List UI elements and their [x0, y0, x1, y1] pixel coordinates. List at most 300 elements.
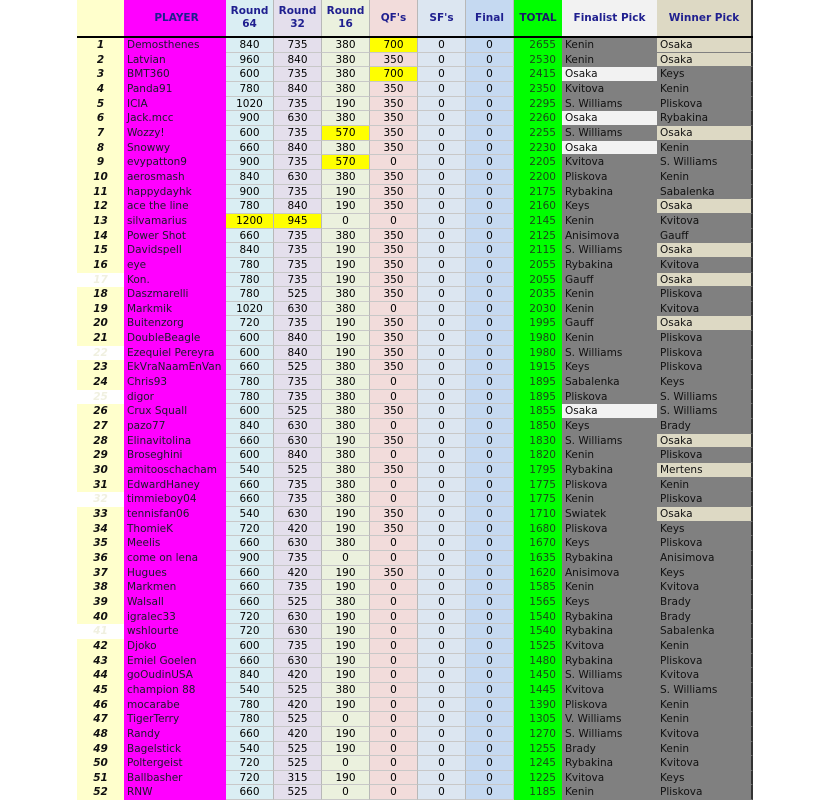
final-cell[interactable]: 0 — [466, 97, 514, 112]
winner-pick-cell[interactable]: Pliskova — [657, 536, 753, 551]
total-cell[interactable]: 2055 — [514, 273, 562, 288]
round-16-cell[interactable]: 0 — [322, 785, 370, 800]
round-64-cell[interactable]: 900 — [226, 551, 274, 566]
semifinals-cell[interactable]: 0 — [418, 536, 466, 551]
round-32-cell[interactable]: 735 — [274, 258, 322, 273]
round-16-cell[interactable]: 190 — [322, 97, 370, 112]
round-64-cell[interactable]: 720 — [226, 756, 274, 771]
quarterfinals-cell[interactable]: 350 — [370, 53, 418, 68]
rank-cell[interactable]: 2 — [77, 53, 124, 68]
header-player[interactable]: PLAYER — [124, 0, 226, 36]
player-name-cell[interactable]: come on lena — [124, 551, 226, 566]
total-cell[interactable]: 1525 — [514, 639, 562, 654]
semifinals-cell[interactable]: 0 — [418, 771, 466, 786]
semifinals-cell[interactable]: 0 — [418, 683, 466, 698]
round-16-cell[interactable]: 190 — [322, 668, 370, 683]
finalist-pick-cell[interactable]: Keys — [562, 595, 657, 610]
quarterfinals-cell[interactable]: 0 — [370, 771, 418, 786]
round-16-cell[interactable]: 380 — [322, 390, 370, 405]
semifinals-cell[interactable]: 0 — [418, 243, 466, 258]
winner-pick-cell[interactable]: Kenin — [657, 742, 753, 757]
rank-cell[interactable]: 25 — [77, 390, 124, 405]
player-name-cell[interactable]: Walsall — [124, 595, 226, 610]
semifinals-cell[interactable]: 0 — [418, 654, 466, 669]
round-64-cell[interactable]: 660 — [226, 492, 274, 507]
round-32-cell[interactable]: 735 — [274, 243, 322, 258]
round-64-cell[interactable]: 600 — [226, 639, 274, 654]
round-16-cell[interactable]: 190 — [322, 434, 370, 449]
total-cell[interactable]: 1980 — [514, 331, 562, 346]
finalist-pick-cell[interactable]: Kenin — [562, 580, 657, 595]
finalist-pick-cell[interactable]: Kenin — [562, 214, 657, 229]
round-16-cell[interactable]: 190 — [322, 698, 370, 713]
header-round-32[interactable]: Round 32 — [274, 0, 322, 36]
quarterfinals-cell[interactable]: 350 — [370, 199, 418, 214]
header-rank[interactable] — [77, 0, 124, 36]
final-cell[interactable]: 0 — [466, 126, 514, 141]
finalist-pick-cell[interactable]: Anisimova — [562, 566, 657, 581]
final-cell[interactable]: 0 — [466, 316, 514, 331]
final-cell[interactable]: 0 — [466, 38, 514, 53]
semifinals-cell[interactable]: 0 — [418, 185, 466, 200]
player-name-cell[interactable]: wshlourte — [124, 624, 226, 639]
player-name-cell[interactable]: Elinavitolina — [124, 434, 226, 449]
rank-cell[interactable]: 24 — [77, 375, 124, 390]
round-16-cell[interactable]: 570 — [322, 155, 370, 170]
final-cell[interactable]: 0 — [466, 624, 514, 639]
final-cell[interactable]: 0 — [466, 698, 514, 713]
finalist-pick-cell[interactable]: S. Williams — [562, 434, 657, 449]
semifinals-cell[interactable]: 0 — [418, 155, 466, 170]
rank-cell[interactable]: 4 — [77, 82, 124, 97]
rank-cell[interactable]: 13 — [77, 214, 124, 229]
player-name-cell[interactable]: Latvian — [124, 53, 226, 68]
final-cell[interactable]: 0 — [466, 668, 514, 683]
round-32-cell[interactable]: 735 — [274, 185, 322, 200]
round-16-cell[interactable]: 190 — [322, 273, 370, 288]
total-cell[interactable]: 1915 — [514, 360, 562, 375]
quarterfinals-cell[interactable]: 0 — [370, 683, 418, 698]
total-cell[interactable]: 2255 — [514, 126, 562, 141]
final-cell[interactable]: 0 — [466, 346, 514, 361]
round-32-cell[interactable]: 525 — [274, 785, 322, 800]
winner-pick-cell[interactable]: Osaka — [657, 126, 753, 141]
finalist-pick-cell[interactable]: Sabalenka — [562, 375, 657, 390]
round-64-cell[interactable]: 840 — [226, 38, 274, 53]
quarterfinals-cell[interactable]: 0 — [370, 668, 418, 683]
winner-pick-cell[interactable]: Osaka — [657, 243, 753, 258]
round-16-cell[interactable]: 380 — [322, 478, 370, 493]
round-64-cell[interactable]: 540 — [226, 507, 274, 522]
round-16-cell[interactable]: 380 — [322, 111, 370, 126]
round-16-cell[interactable]: 570 — [322, 126, 370, 141]
total-cell[interactable]: 2160 — [514, 199, 562, 214]
finalist-pick-cell[interactable]: S. Williams — [562, 243, 657, 258]
rank-cell[interactable]: 37 — [77, 566, 124, 581]
round-64-cell[interactable]: 600 — [226, 67, 274, 82]
rank-cell[interactable]: 49 — [77, 742, 124, 757]
rank-cell[interactable]: 5 — [77, 97, 124, 112]
round-16-cell[interactable]: 190 — [322, 243, 370, 258]
total-cell[interactable]: 1820 — [514, 448, 562, 463]
round-32-cell[interactable]: 420 — [274, 727, 322, 742]
player-name-cell[interactable]: Davidspell — [124, 243, 226, 258]
final-cell[interactable]: 0 — [466, 273, 514, 288]
round-16-cell[interactable]: 0 — [322, 214, 370, 229]
finalist-pick-cell[interactable]: Kvitova — [562, 155, 657, 170]
round-64-cell[interactable]: 780 — [226, 698, 274, 713]
quarterfinals-cell[interactable]: 350 — [370, 346, 418, 361]
finalist-pick-cell[interactable]: Kenin — [562, 38, 657, 53]
final-cell[interactable]: 0 — [466, 375, 514, 390]
quarterfinals-cell[interactable]: 350 — [370, 522, 418, 537]
rank-cell[interactable]: 39 — [77, 595, 124, 610]
round-64-cell[interactable]: 720 — [226, 316, 274, 331]
finalist-pick-cell[interactable]: Pliskova — [562, 698, 657, 713]
quarterfinals-cell[interactable]: 0 — [370, 742, 418, 757]
player-name-cell[interactable]: mocarabe — [124, 698, 226, 713]
total-cell[interactable]: 1670 — [514, 536, 562, 551]
round-16-cell[interactable]: 190 — [322, 185, 370, 200]
rank-cell[interactable]: 3 — [77, 67, 124, 82]
finalist-pick-cell[interactable]: S. Williams — [562, 126, 657, 141]
finalist-pick-cell[interactable]: Pliskova — [562, 478, 657, 493]
round-16-cell[interactable]: 190 — [322, 316, 370, 331]
player-name-cell[interactable]: Markmik — [124, 302, 226, 317]
winner-pick-cell[interactable]: Kvitova — [657, 258, 753, 273]
round-64-cell[interactable]: 780 — [226, 273, 274, 288]
round-16-cell[interactable]: 190 — [322, 624, 370, 639]
finalist-pick-cell[interactable]: Kvitova — [562, 771, 657, 786]
winner-pick-cell[interactable]: Pliskova — [657, 360, 753, 375]
round-16-cell[interactable]: 380 — [322, 404, 370, 419]
round-64-cell[interactable]: 660 — [226, 727, 274, 742]
semifinals-cell[interactable]: 0 — [418, 580, 466, 595]
rank-cell[interactable]: 16 — [77, 258, 124, 273]
quarterfinals-cell[interactable]: 0 — [370, 756, 418, 771]
quarterfinals-cell[interactable]: 0 — [370, 390, 418, 405]
finalist-pick-cell[interactable]: Kenin — [562, 53, 657, 68]
round-32-cell[interactable]: 735 — [274, 639, 322, 654]
final-cell[interactable]: 0 — [466, 214, 514, 229]
player-name-cell[interactable]: Panda91 — [124, 82, 226, 97]
semifinals-cell[interactable]: 0 — [418, 478, 466, 493]
finalist-pick-cell[interactable]: Rybakina — [562, 756, 657, 771]
player-name-cell[interactable]: Ezequiel Pereyra — [124, 346, 226, 361]
round-16-cell[interactable]: 190 — [322, 346, 370, 361]
semifinals-cell[interactable]: 0 — [418, 214, 466, 229]
winner-pick-cell[interactable]: Pliskova — [657, 654, 753, 669]
final-cell[interactable]: 0 — [466, 580, 514, 595]
semifinals-cell[interactable]: 0 — [418, 53, 466, 68]
final-cell[interactable]: 0 — [466, 302, 514, 317]
final-cell[interactable]: 0 — [466, 155, 514, 170]
quarterfinals-cell[interactable]: 0 — [370, 375, 418, 390]
winner-pick-cell[interactable]: Keys — [657, 522, 753, 537]
total-cell[interactable]: 1775 — [514, 478, 562, 493]
player-name-cell[interactable]: RNW — [124, 785, 226, 800]
winner-pick-cell[interactable]: S. Williams — [657, 155, 753, 170]
winner-pick-cell[interactable]: Pliskova — [657, 97, 753, 112]
total-cell[interactable]: 1390 — [514, 698, 562, 713]
rank-cell[interactable]: 26 — [77, 404, 124, 419]
round-64-cell[interactable]: 600 — [226, 126, 274, 141]
winner-pick-cell[interactable]: Keys — [657, 67, 753, 82]
round-16-cell[interactable]: 380 — [322, 448, 370, 463]
round-32-cell[interactable]: 735 — [274, 390, 322, 405]
round-64-cell[interactable]: 960 — [226, 53, 274, 68]
round-16-cell[interactable]: 190 — [322, 727, 370, 742]
winner-pick-cell[interactable]: Anisimova — [657, 551, 753, 566]
finalist-pick-cell[interactable]: Keys — [562, 536, 657, 551]
round-32-cell[interactable]: 735 — [274, 492, 322, 507]
finalist-pick-cell[interactable]: Gauff — [562, 316, 657, 331]
round-16-cell[interactable]: 190 — [322, 507, 370, 522]
winner-pick-cell[interactable]: Kvitova — [657, 302, 753, 317]
round-32-cell[interactable]: 840 — [274, 331, 322, 346]
final-cell[interactable]: 0 — [466, 229, 514, 244]
rank-cell[interactable]: 42 — [77, 639, 124, 654]
rank-cell[interactable]: 34 — [77, 522, 124, 537]
semifinals-cell[interactable]: 0 — [418, 316, 466, 331]
winner-pick-cell[interactable]: Keys — [657, 566, 753, 581]
player-name-cell[interactable]: Markmen — [124, 580, 226, 595]
player-name-cell[interactable]: Emiel Goelen — [124, 654, 226, 669]
round-32-cell[interactable]: 630 — [274, 302, 322, 317]
quarterfinals-cell[interactable]: 0 — [370, 448, 418, 463]
quarterfinals-cell[interactable]: 0 — [370, 155, 418, 170]
winner-pick-cell[interactable]: Kvitova — [657, 668, 753, 683]
final-cell[interactable]: 0 — [466, 566, 514, 581]
round-16-cell[interactable]: 380 — [322, 141, 370, 156]
round-64-cell[interactable]: 900 — [226, 155, 274, 170]
finalist-pick-cell[interactable]: Kvitova — [562, 683, 657, 698]
round-16-cell[interactable]: 190 — [322, 639, 370, 654]
round-64-cell[interactable]: 600 — [226, 331, 274, 346]
total-cell[interactable]: 2145 — [514, 214, 562, 229]
total-cell[interactable]: 2055 — [514, 258, 562, 273]
total-cell[interactable]: 2115 — [514, 243, 562, 258]
rank-cell[interactable]: 43 — [77, 654, 124, 669]
round-16-cell[interactable]: 190 — [322, 199, 370, 214]
finalist-pick-cell[interactable]: Kvitova — [562, 82, 657, 97]
rank-cell[interactable]: 40 — [77, 610, 124, 625]
quarterfinals-cell[interactable]: 350 — [370, 507, 418, 522]
finalist-pick-cell[interactable]: Rybakina — [562, 624, 657, 639]
quarterfinals-cell[interactable]: 0 — [370, 654, 418, 669]
round-64-cell[interactable]: 780 — [226, 375, 274, 390]
round-32-cell[interactable]: 630 — [274, 624, 322, 639]
round-16-cell[interactable]: 190 — [322, 742, 370, 757]
semifinals-cell[interactable]: 0 — [418, 624, 466, 639]
winner-pick-cell[interactable]: Kvitova — [657, 727, 753, 742]
round-32-cell[interactable]: 735 — [274, 316, 322, 331]
round-32-cell[interactable]: 735 — [274, 155, 322, 170]
round-16-cell[interactable]: 380 — [322, 683, 370, 698]
rank-cell[interactable]: 51 — [77, 771, 124, 786]
round-64-cell[interactable]: 780 — [226, 390, 274, 405]
rank-cell[interactable]: 50 — [77, 756, 124, 771]
total-cell[interactable]: 1980 — [514, 346, 562, 361]
rank-cell[interactable]: 11 — [77, 185, 124, 200]
final-cell[interactable]: 0 — [466, 404, 514, 419]
semifinals-cell[interactable]: 0 — [418, 111, 466, 126]
finalist-pick-cell[interactable]: Brady — [562, 742, 657, 757]
total-cell[interactable]: 1895 — [514, 375, 562, 390]
quarterfinals-cell[interactable]: 350 — [370, 434, 418, 449]
player-name-cell[interactable]: Daszmarelli — [124, 287, 226, 302]
player-name-cell[interactable]: champion 88 — [124, 683, 226, 698]
final-cell[interactable]: 0 — [466, 360, 514, 375]
semifinals-cell[interactable]: 0 — [418, 712, 466, 727]
round-64-cell[interactable]: 720 — [226, 624, 274, 639]
final-cell[interactable]: 0 — [466, 771, 514, 786]
round-64-cell[interactable]: 780 — [226, 82, 274, 97]
round-32-cell[interactable]: 840 — [274, 346, 322, 361]
header-total[interactable]: TOTAL — [514, 0, 562, 36]
final-cell[interactable]: 0 — [466, 390, 514, 405]
total-cell[interactable]: 1480 — [514, 654, 562, 669]
round-32-cell[interactable]: 420 — [274, 698, 322, 713]
round-64-cell[interactable]: 780 — [226, 287, 274, 302]
semifinals-cell[interactable]: 0 — [418, 229, 466, 244]
total-cell[interactable]: 1185 — [514, 785, 562, 800]
winner-pick-cell[interactable]: Sabalenka — [657, 185, 753, 200]
header-round-16[interactable]: Round 16 — [322, 0, 370, 36]
round-64-cell[interactable]: 660 — [226, 229, 274, 244]
winner-pick-cell[interactable]: Osaka — [657, 199, 753, 214]
winner-pick-cell[interactable]: Keys — [657, 375, 753, 390]
final-cell[interactable]: 0 — [466, 463, 514, 478]
round-32-cell[interactable]: 630 — [274, 111, 322, 126]
final-cell[interactable]: 0 — [466, 67, 514, 82]
round-64-cell[interactable]: 1200 — [226, 214, 274, 229]
final-cell[interactable]: 0 — [466, 258, 514, 273]
total-cell[interactable]: 1830 — [514, 434, 562, 449]
player-name-cell[interactable]: Kon. — [124, 273, 226, 288]
player-name-cell[interactable]: Meelis — [124, 536, 226, 551]
round-64-cell[interactable]: 660 — [226, 141, 274, 156]
rank-cell[interactable]: 8 — [77, 141, 124, 156]
winner-pick-cell[interactable]: Mertens — [657, 463, 753, 478]
round-64-cell[interactable]: 840 — [226, 243, 274, 258]
round-64-cell[interactable]: 720 — [226, 771, 274, 786]
semifinals-cell[interactable]: 0 — [418, 67, 466, 82]
rank-cell[interactable]: 35 — [77, 536, 124, 551]
winner-pick-cell[interactable]: Kenin — [657, 82, 753, 97]
round-64-cell[interactable]: 660 — [226, 785, 274, 800]
final-cell[interactable]: 0 — [466, 610, 514, 625]
round-16-cell[interactable]: 380 — [322, 360, 370, 375]
rank-cell[interactable]: 47 — [77, 712, 124, 727]
finalist-pick-cell[interactable]: Kenin — [562, 331, 657, 346]
player-name-cell[interactable]: goOudinUSA — [124, 668, 226, 683]
total-cell[interactable]: 1540 — [514, 624, 562, 639]
final-cell[interactable]: 0 — [466, 551, 514, 566]
round-16-cell[interactable]: 190 — [322, 258, 370, 273]
total-cell[interactable]: 1245 — [514, 756, 562, 771]
round-32-cell[interactable]: 525 — [274, 756, 322, 771]
final-cell[interactable]: 0 — [466, 507, 514, 522]
round-32-cell[interactable]: 735 — [274, 67, 322, 82]
player-name-cell[interactable]: Jack.mcc — [124, 111, 226, 126]
final-cell[interactable]: 0 — [466, 492, 514, 507]
round-32-cell[interactable]: 630 — [274, 170, 322, 185]
quarterfinals-cell[interactable]: 0 — [370, 639, 418, 654]
round-32-cell[interactable]: 840 — [274, 141, 322, 156]
round-64-cell[interactable]: 840 — [226, 170, 274, 185]
rank-cell[interactable]: 1 — [77, 38, 124, 53]
quarterfinals-cell[interactable]: 0 — [370, 785, 418, 800]
finalist-pick-cell[interactable]: Swiatek — [562, 507, 657, 522]
finalist-pick-cell[interactable]: Rybakina — [562, 610, 657, 625]
quarterfinals-cell[interactable]: 350 — [370, 170, 418, 185]
header-final[interactable]: Final — [466, 0, 514, 36]
total-cell[interactable]: 1565 — [514, 595, 562, 610]
round-64-cell[interactable]: 780 — [226, 199, 274, 214]
final-cell[interactable]: 0 — [466, 478, 514, 493]
quarterfinals-cell[interactable]: 350 — [370, 185, 418, 200]
round-64-cell[interactable]: 1020 — [226, 97, 274, 112]
rank-cell[interactable]: 12 — [77, 199, 124, 214]
player-name-cell[interactable]: BMT360 — [124, 67, 226, 82]
round-32-cell[interactable]: 525 — [274, 287, 322, 302]
finalist-pick-cell[interactable]: Rybakina — [562, 551, 657, 566]
player-name-cell[interactable]: Djoko — [124, 639, 226, 654]
round-16-cell[interactable]: 190 — [322, 566, 370, 581]
total-cell[interactable]: 1795 — [514, 463, 562, 478]
round-16-cell[interactable]: 380 — [322, 463, 370, 478]
quarterfinals-cell[interactable]: 0 — [370, 595, 418, 610]
player-name-cell[interactable]: DoubleBeagle — [124, 331, 226, 346]
quarterfinals-cell[interactable]: 350 — [370, 126, 418, 141]
rank-cell[interactable]: 17 — [77, 273, 124, 288]
winner-pick-cell[interactable]: Osaka — [657, 53, 753, 68]
rank-cell[interactable]: 9 — [77, 155, 124, 170]
total-cell[interactable]: 1225 — [514, 771, 562, 786]
round-32-cell[interactable]: 420 — [274, 566, 322, 581]
header-round-64[interactable]: Round 64 — [226, 0, 274, 36]
winner-pick-cell[interactable]: Pliskova — [657, 785, 753, 800]
round-32-cell[interactable]: 735 — [274, 97, 322, 112]
semifinals-cell[interactable]: 0 — [418, 199, 466, 214]
total-cell[interactable]: 2205 — [514, 155, 562, 170]
quarterfinals-cell[interactable]: 350 — [370, 243, 418, 258]
semifinals-cell[interactable]: 0 — [418, 360, 466, 375]
final-cell[interactable]: 0 — [466, 287, 514, 302]
round-64-cell[interactable]: 540 — [226, 683, 274, 698]
round-64-cell[interactable]: 660 — [226, 566, 274, 581]
quarterfinals-cell[interactable]: 350 — [370, 360, 418, 375]
quarterfinals-cell[interactable]: 350 — [370, 316, 418, 331]
quarterfinals-cell[interactable]: 0 — [370, 536, 418, 551]
round-16-cell[interactable]: 380 — [322, 53, 370, 68]
quarterfinals-cell[interactable]: 700 — [370, 38, 418, 53]
final-cell[interactable]: 0 — [466, 683, 514, 698]
quarterfinals-cell[interactable]: 0 — [370, 580, 418, 595]
finalist-pick-cell[interactable]: Kenin — [562, 302, 657, 317]
round-64-cell[interactable]: 600 — [226, 404, 274, 419]
quarterfinals-cell[interactable]: 350 — [370, 287, 418, 302]
round-16-cell[interactable]: 380 — [322, 419, 370, 434]
total-cell[interactable]: 2295 — [514, 97, 562, 112]
round-64-cell[interactable]: 720 — [226, 522, 274, 537]
total-cell[interactable]: 1635 — [514, 551, 562, 566]
player-name-cell[interactable]: EdwardHaney — [124, 478, 226, 493]
rank-cell[interactable]: 31 — [77, 478, 124, 493]
winner-pick-cell[interactable]: Kvitova — [657, 756, 753, 771]
player-name-cell[interactable]: amitooschacham — [124, 463, 226, 478]
